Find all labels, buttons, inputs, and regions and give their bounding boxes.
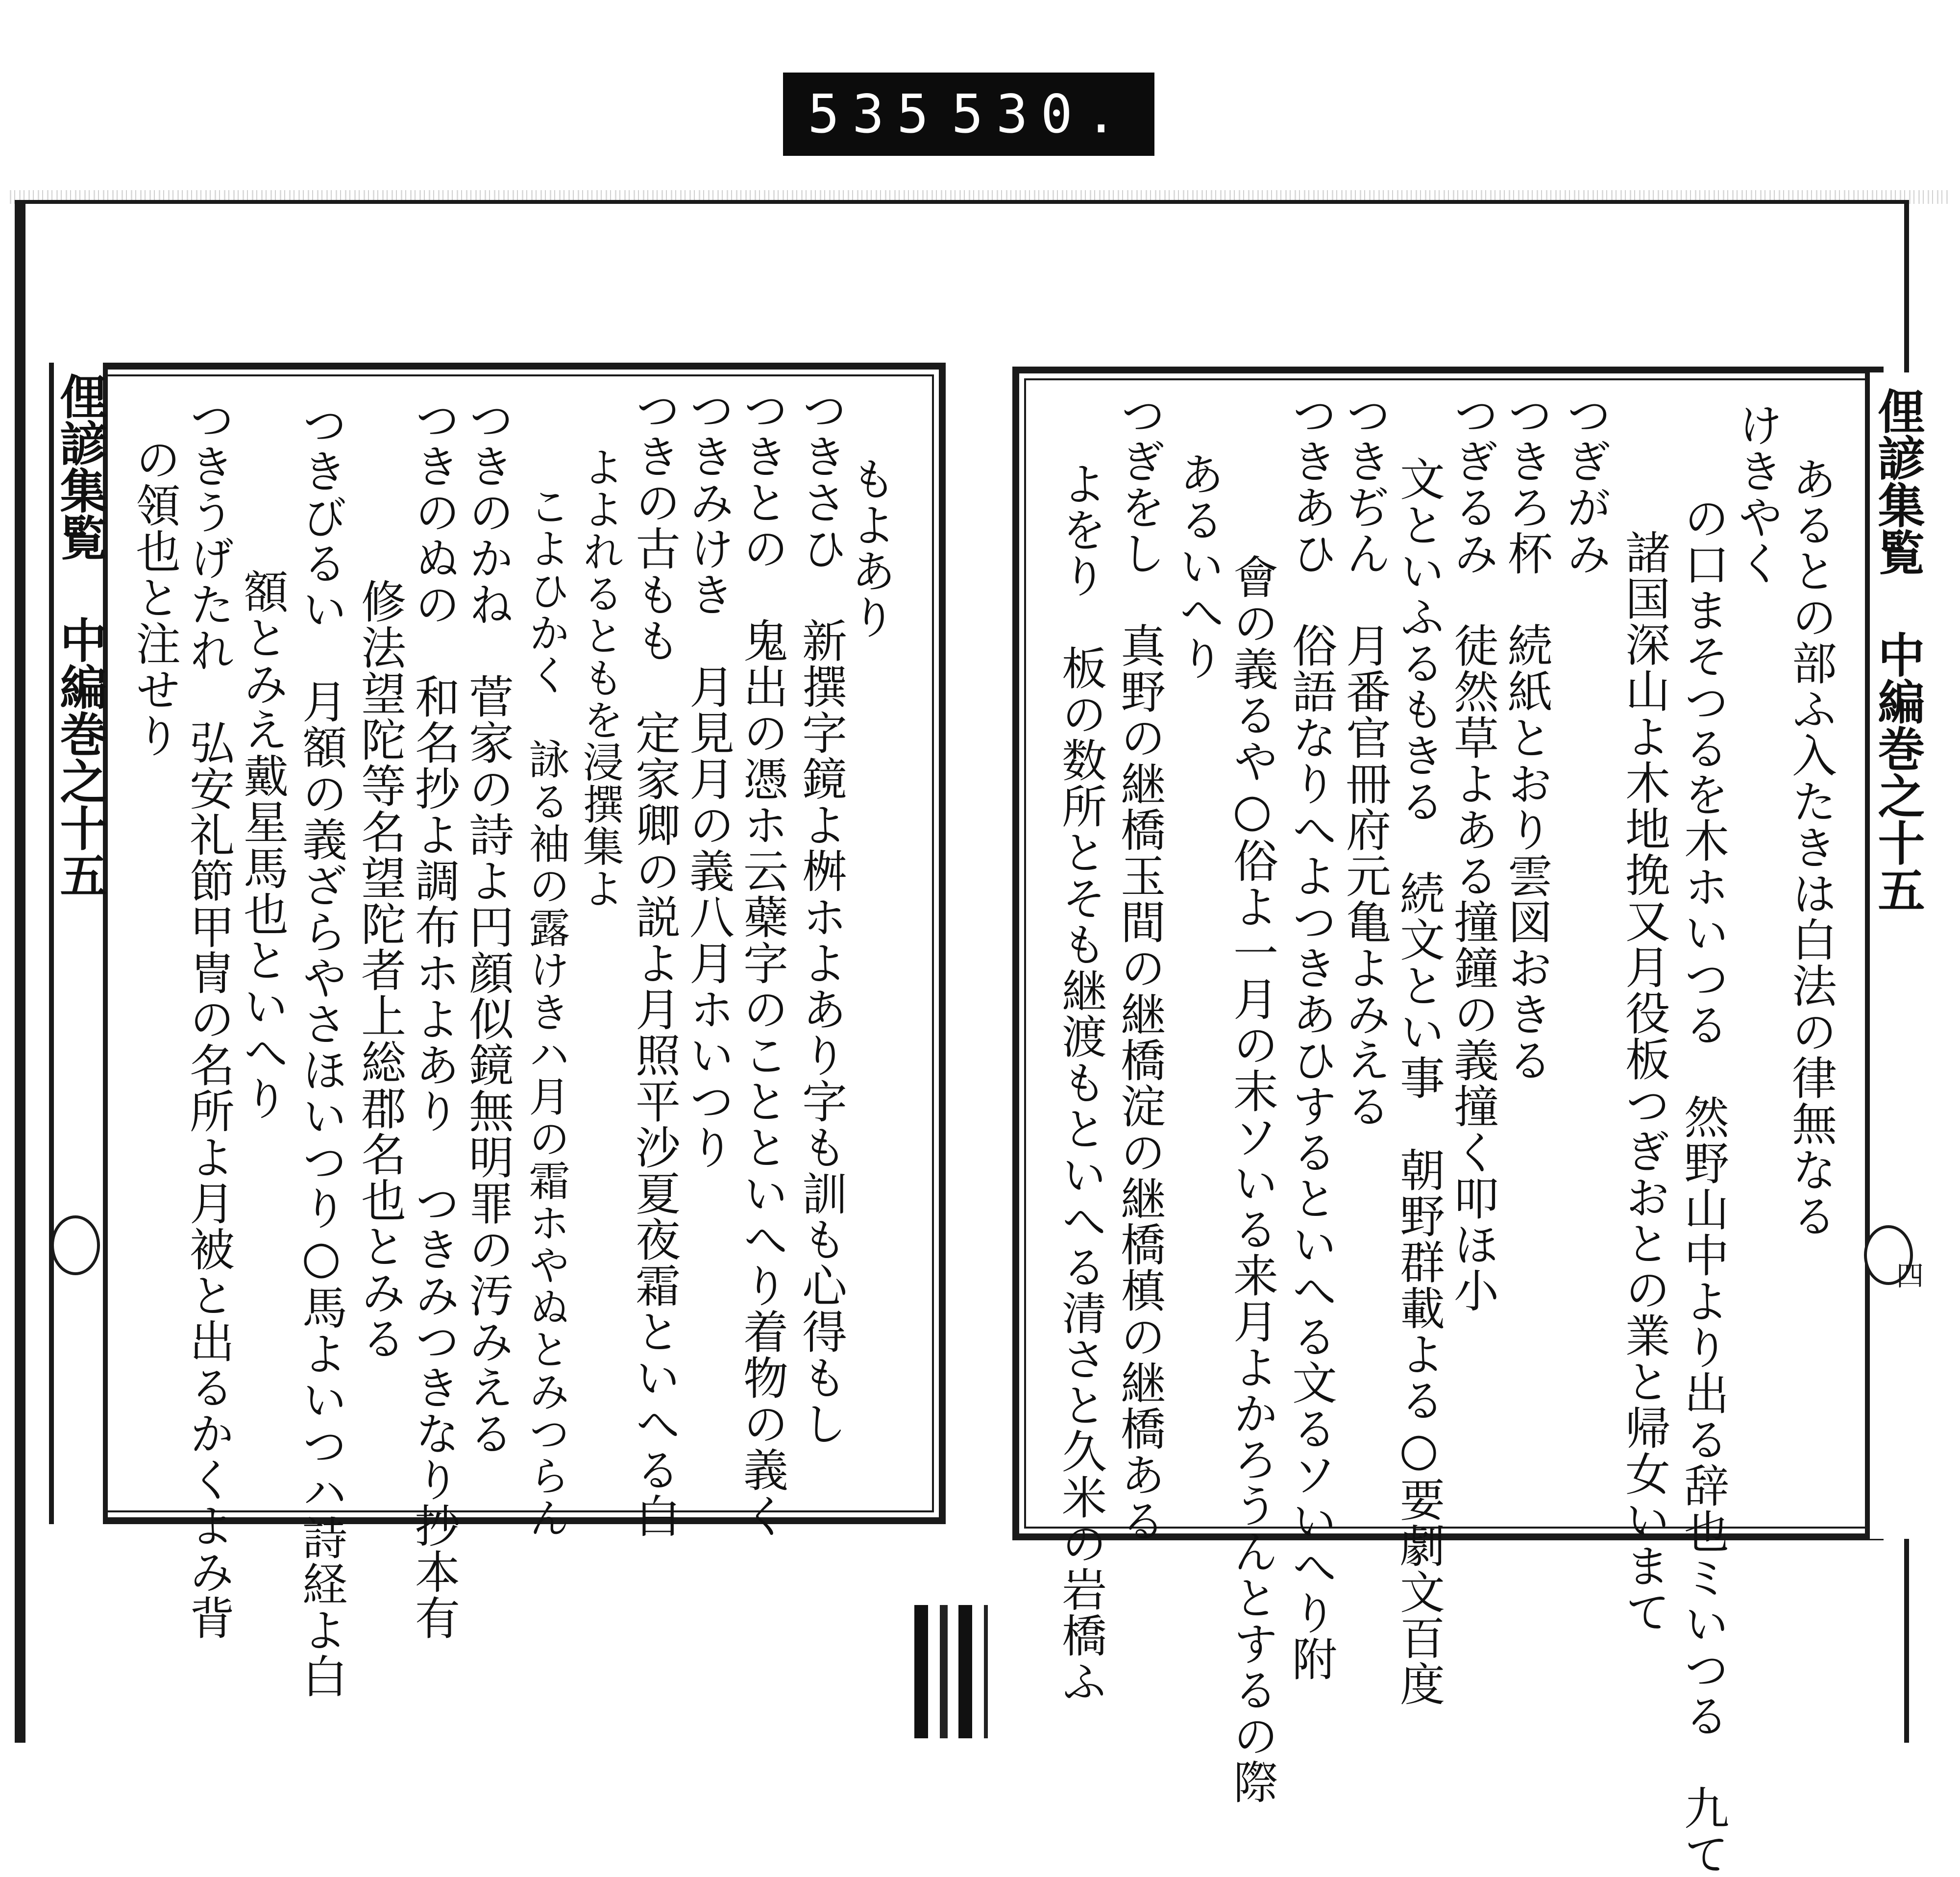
right-column-7: つぎるみ 徒然草よある撞鐘の義撞く叩ほ小 xyxy=(1446,392,1499,1313)
left-column-7: こよひかく 詠る袖の露けきハ月の霜ホやぬとみつらん xyxy=(522,485,570,1539)
left-column-2: つきさひ 新撰字鏡よ桝ホよあり字も訓も心得もし xyxy=(795,387,847,1447)
left-column-12: 額とみえ戴星馬也といへり xyxy=(236,568,289,1121)
right-column-13: つぎをし 真野の継橋玉間の継橋淀の継橋槙の継橋ある xyxy=(1113,392,1166,1544)
right-column-5: つぎがみ xyxy=(1559,392,1612,576)
right-column-10: つきあひ 俗語なりへよつきあひするといへる文るソいへり附 xyxy=(1285,392,1337,1682)
right-spine-title: 俚諺集覧 中編巻之十五 xyxy=(1870,387,1926,913)
right-column-4: 諸国深山よ木地挽又月役板つぎおとの業と帰女いまて xyxy=(1618,529,1670,1635)
left-column-13: つきうげたれ 弘安礼節甲冑の名所よ月被と出るかくよみ背 xyxy=(182,397,235,1641)
left-column-10: 修法望陀等名望陀者上総郡名也とみる xyxy=(354,578,406,1361)
left-column-14: の領也と注せり xyxy=(128,436,181,759)
left-fold-circle-mark xyxy=(51,1215,100,1275)
right-column-12: あるいへり xyxy=(1172,451,1225,681)
left-column-5: つきの古もも 定家卿の説よ月照平沙夏夜霜といへる白 xyxy=(628,387,681,1539)
right-column-2: けきやく xyxy=(1731,402,1783,586)
scan-number-label xyxy=(783,73,1154,156)
binding-gutter xyxy=(914,1605,988,1738)
scan-number-right: 530. xyxy=(951,83,1130,145)
left-column-3: つきとの 鬼出の憑ホ云蘗字のことといへり着物の義く xyxy=(736,387,788,1539)
left-column-9: つきのぬの 和名抄よ調布ホよあり つきみつきなり抄本有 xyxy=(408,397,460,1641)
left-column-6: よよれるともを浸撰集よ xyxy=(576,446,624,910)
right-column-6: つきろ杯 続紙とおり雲図おきる xyxy=(1500,392,1553,1083)
right-column-3: の口まそつるを木ホいつる 然野山中より出る辞也ミいつる 九て xyxy=(1677,495,1729,1877)
left-page-spine-tab xyxy=(49,363,108,1524)
right-column-14: よをり 板の数所とそも継渡もといへる清さと久米の岩橋ふ xyxy=(1054,461,1107,1704)
right-column-1: あるとの部ふ入たきは白法の律無なる xyxy=(1785,456,1837,1239)
right-page-spine-tab xyxy=(1865,372,1924,1539)
left-column-8: つきのかね 菅家の詩よ円顔似鏡無明罪の汚みえる xyxy=(462,397,514,1457)
left-column-11: つきびるい 月額の義ざらやさほいつり○馬よいつハ詩経よ白 xyxy=(295,402,347,1699)
right-folio-number: 四 xyxy=(1896,1260,1924,1292)
scan-number-left: 535 xyxy=(808,83,942,145)
left-spine-title: 俚諺集覧 中編巻之十五 xyxy=(52,372,108,898)
right-column-11: 會の義るや○俗よ一月の末ソいる来月よかろうんとするの際 xyxy=(1226,554,1278,1805)
left-column-1: もよあり xyxy=(844,456,896,640)
right-column-8: 文といふるもきる 続文とい事 朝野群載よる○要劇文百度 xyxy=(1393,456,1445,1707)
right-column-9: つきぢん 月番官冊府元亀よみえる xyxy=(1339,392,1391,1129)
left-column-4: つきみけき 月見月の義八月ホいつり xyxy=(682,387,735,1170)
